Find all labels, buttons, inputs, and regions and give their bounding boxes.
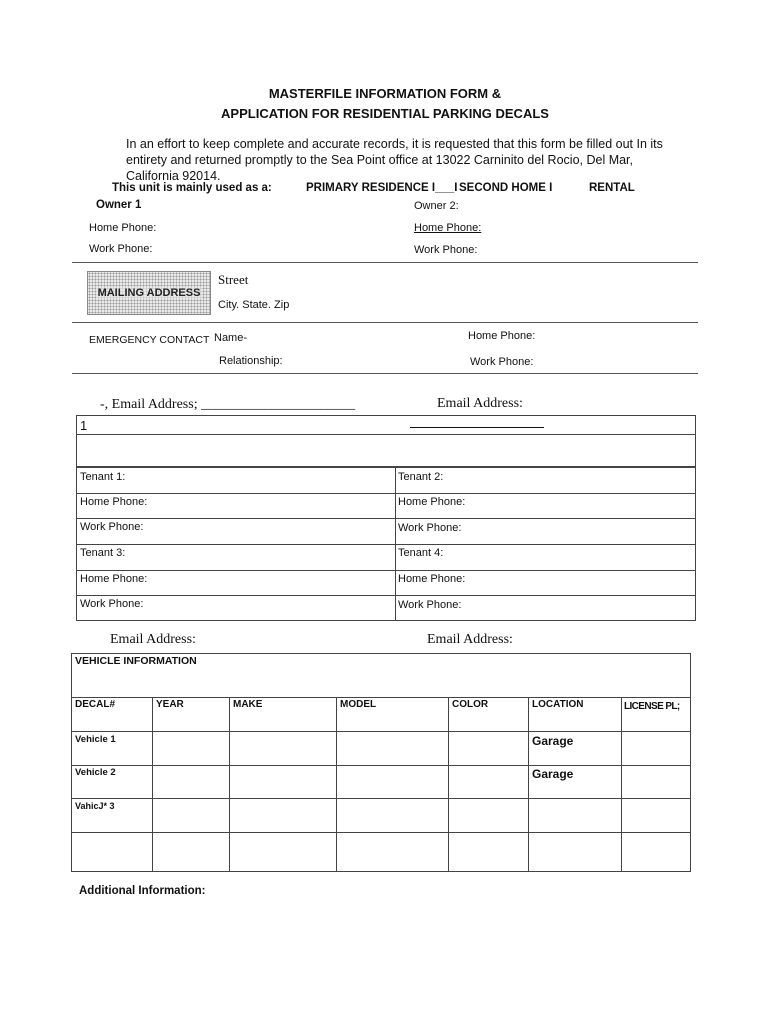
- vehicle-info-title: VEHICLE INFORMATION: [75, 655, 197, 667]
- section-divider: [72, 262, 698, 263]
- tenants-row-line: [76, 595, 696, 596]
- col-header-model: MODEL: [340, 699, 377, 710]
- owner-home-phone-left: Home Phone:: [89, 222, 157, 234]
- vehicle-row-line: [71, 832, 691, 833]
- tenant1-label: Tenant 1:: [80, 471, 126, 483]
- tenant-email-left: Email Address:: [110, 632, 196, 647]
- emergency-work-phone-label: Work Phone:: [470, 356, 534, 368]
- tenants-row-line: [76, 493, 696, 494]
- emergency-name-label: Name-: [214, 332, 248, 344]
- vehicle-col-line: [621, 697, 622, 872]
- col-header-color: COLOR: [452, 699, 489, 710]
- emergency-home-phone-label: Home Phone:: [468, 330, 536, 342]
- col-header-location: LOCATION: [532, 699, 584, 710]
- emergency-relationship-label: Relationship:: [219, 355, 283, 367]
- vehicle-table: [71, 653, 691, 872]
- vehicle-row-line: [71, 731, 691, 732]
- tenant-work-phone-left: Work Phone:: [80, 598, 144, 610]
- email-box-mark: 1: [80, 418, 88, 433]
- mailing-address-stamp: MAILING ADDRESS: [87, 271, 211, 315]
- city-state-zip-label: City. State. Zip: [218, 299, 290, 311]
- vehicle-row-line: [71, 765, 691, 766]
- section-divider: [72, 373, 698, 374]
- vehicle-row-label: VahicJ* 3: [75, 801, 115, 811]
- second-home-option[interactable]: SECOND HOME I: [459, 182, 553, 194]
- tenant2-label: Tenant 2:: [398, 471, 444, 483]
- vehicle-col-line: [528, 697, 529, 872]
- tenant-home-phone-left: Home Phone:: [80, 573, 148, 585]
- additional-info-label: Additional Information:: [79, 885, 206, 897]
- tenant3-label: Tenant 3:: [80, 547, 126, 559]
- primary-residence-option[interactable]: PRIMARY RESIDENCE I___I: [306, 182, 458, 194]
- col-header-make: MAKE: [233, 699, 263, 710]
- rental-option[interactable]: RENTAL: [589, 182, 635, 194]
- tenant-work-phone-right: Work Phone:: [398, 522, 462, 534]
- owner-email-left: -, Email Address; ______________________: [100, 397, 356, 412]
- vehicle-col-line: [336, 697, 337, 872]
- street-label: Street: [218, 272, 249, 287]
- owner-work-phone-left: Work Phone:: [89, 243, 153, 255]
- vehicle-location-value[interactable]: Garage: [532, 767, 574, 781]
- vehicle-col-line: [229, 697, 230, 872]
- owner-home-phone-right: Home Phone:: [414, 222, 482, 234]
- form-title-line2: APPLICATION FOR RESIDENTIAL PARKING DECALS: [221, 106, 549, 121]
- col-header-year: YEAR: [156, 699, 184, 710]
- tenants-row-line: [76, 570, 696, 571]
- email-box-divider: [76, 434, 696, 435]
- tenant-work-phone-right: Work Phone:: [398, 599, 462, 611]
- tenant-home-phone-right: Home Phone:: [398, 496, 466, 508]
- owner1-label: Owner 1: [96, 199, 142, 211]
- tenant4-label: Tenant 4:: [398, 547, 444, 559]
- unit-usage-label: This unit is mainly used as a:: [112, 182, 272, 194]
- intro-paragraph: In an effort to keep complete and accurate records, it is requested that this form be filled out In its entirety and returned promptly to the Sea Point office at 13022 Carninito del Rocio, Del Mar, California 92014.: [126, 137, 663, 183]
- vehicle-col-line: [448, 697, 449, 872]
- col-header-license-plate: LICENSE PL;: [624, 701, 680, 712]
- emergency-contact-label: EMERGENCY CONTACT: [89, 334, 210, 346]
- form-title-line1: MASTERFILE INFORMATION FORM &: [268, 86, 502, 101]
- vehicle-row-label: Vehicle 2: [75, 767, 116, 778]
- col-header-decal: DECAL#: [75, 699, 116, 710]
- vehicle-row-line: [71, 798, 691, 799]
- vehicle-row-label: Vehicle 1: [75, 734, 116, 745]
- vehicle-col-line: [152, 697, 153, 872]
- owner2-label: Owner 2:: [414, 200, 459, 212]
- tenant-work-phone-left: Work Phone:: [80, 521, 144, 533]
- tenant-home-phone-left: Home Phone:: [80, 496, 148, 508]
- tenant-home-phone-right: Home Phone:: [398, 573, 466, 585]
- vehicle-location-value[interactable]: Garage: [532, 734, 574, 748]
- email-box[interactable]: [76, 415, 696, 467]
- tenant-email-right: Email Address:: [427, 632, 513, 647]
- tenants-row-line: [76, 544, 696, 545]
- tenants-row-line: [76, 518, 696, 519]
- owner-work-phone-right: Work Phone:: [414, 244, 478, 256]
- section-divider: [72, 322, 698, 323]
- vehicle-header-top: [71, 697, 691, 698]
- owner-email-right: Email Address:: [437, 396, 523, 411]
